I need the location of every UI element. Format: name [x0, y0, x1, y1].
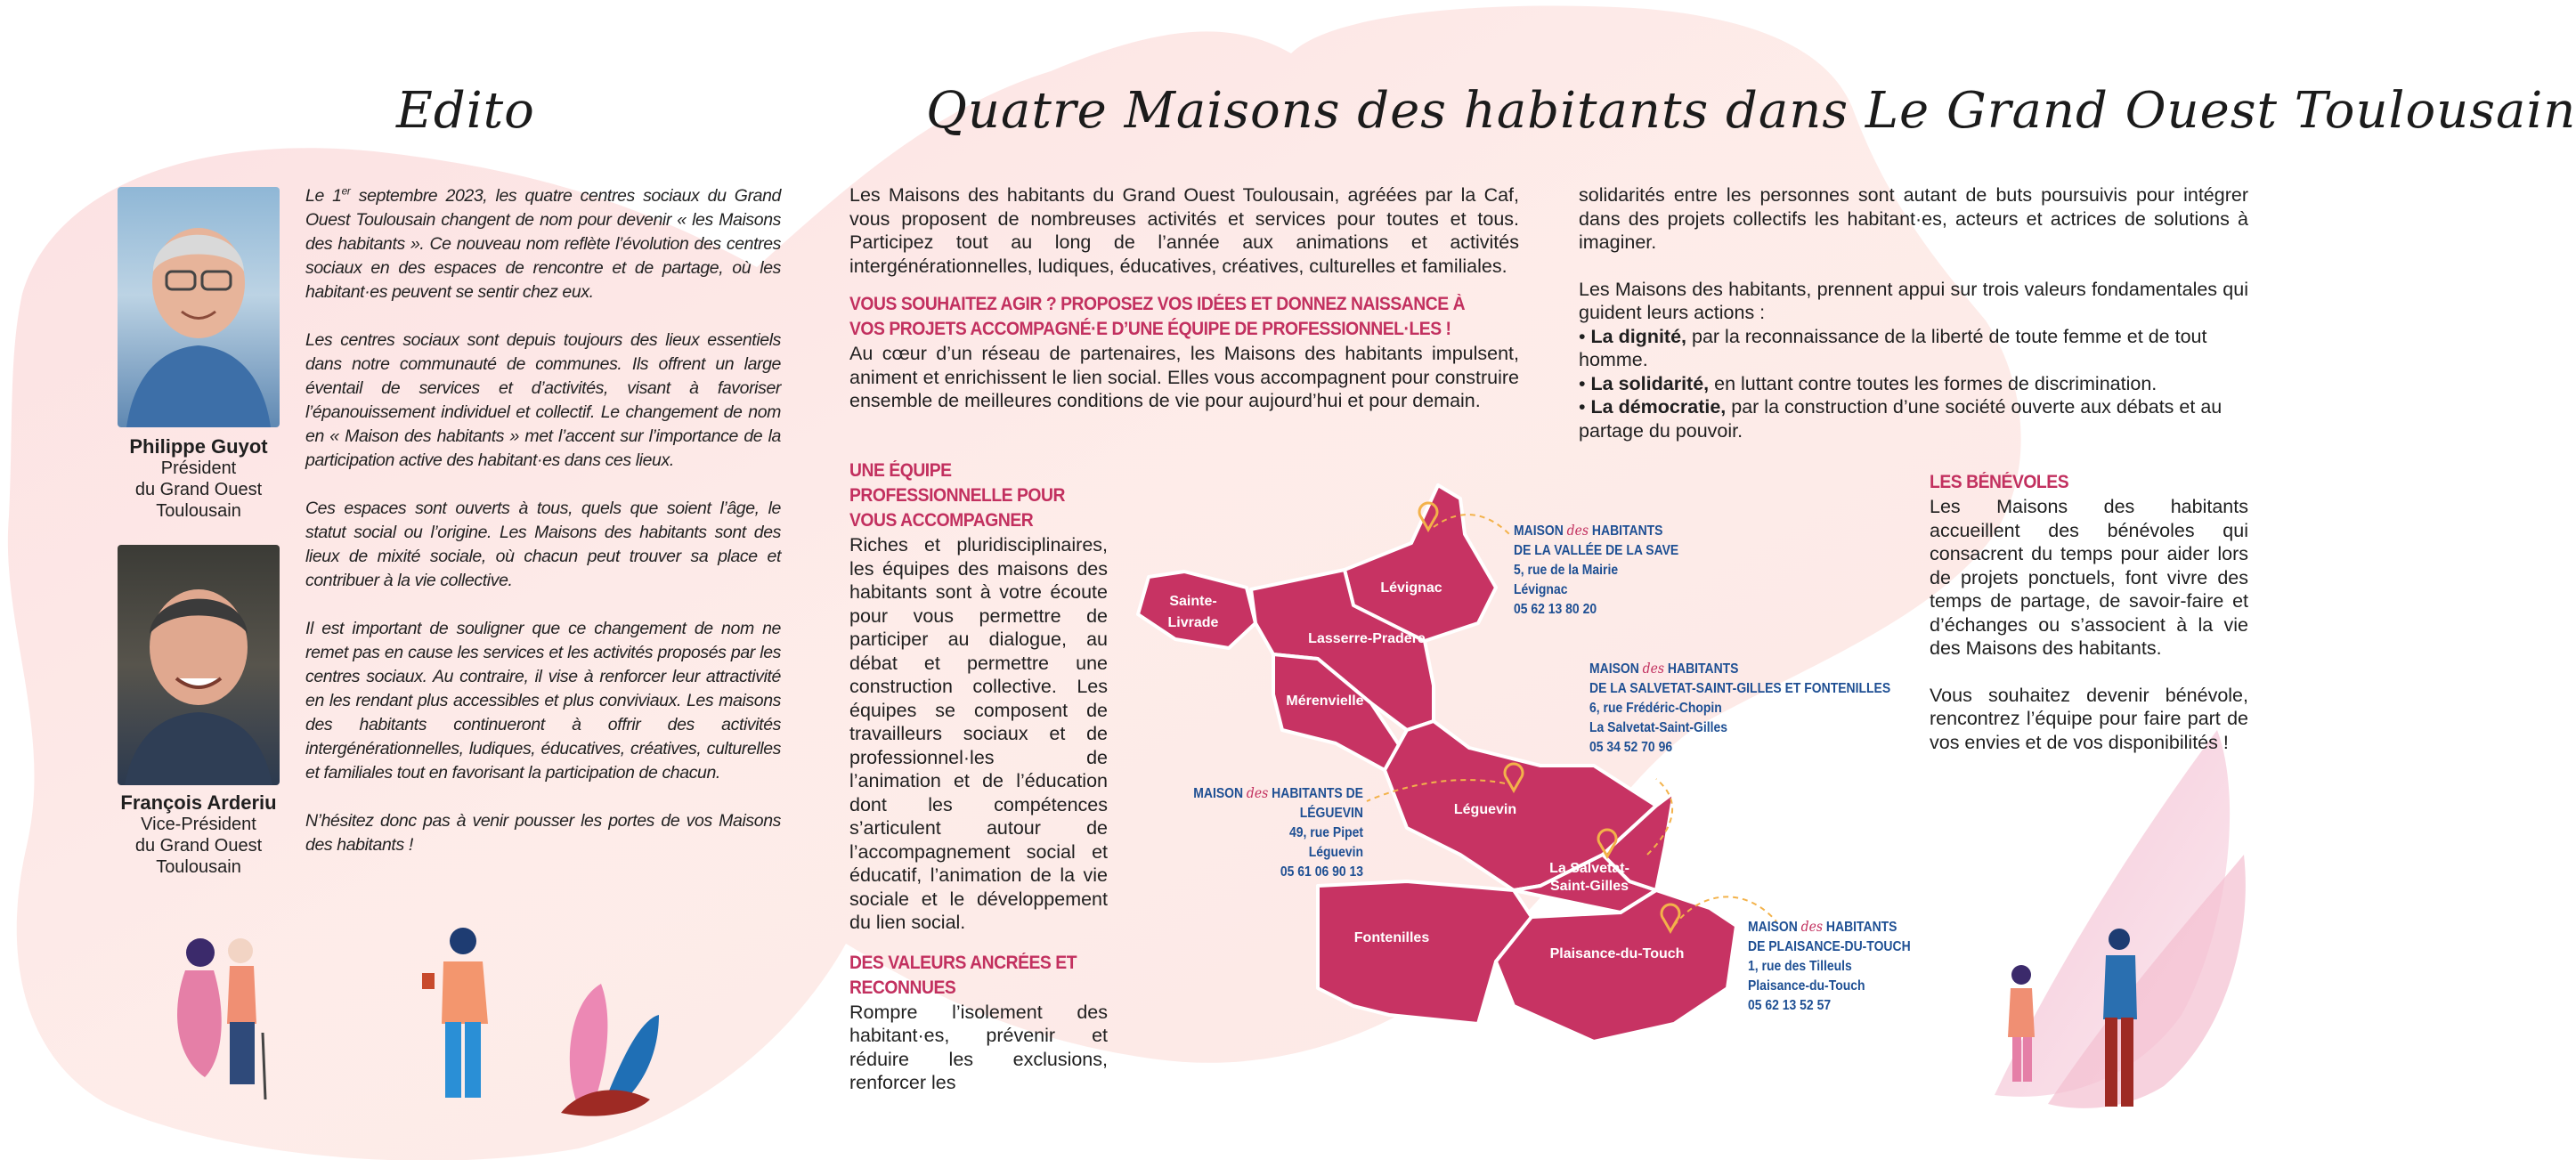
region-sainte-livrade	[1138, 572, 1255, 648]
maison-word: MAISON	[1748, 920, 1798, 935]
value-desc: par la construction d’une société ouverte aux débats et au partage du pouvoir.	[1579, 396, 2223, 442]
valeurs-text: Rompre l’isolement des habitant·es, prévenir et réduire les exclusions, renforcer les	[849, 1001, 1108, 1093]
values-column	[1579, 183, 2248, 442]
maison-subtitle: DE PLAISANCE-DU-TOUCH	[1748, 939, 1911, 954]
volunteers-illustration	[1995, 921, 2146, 1113]
maison-vallee-save	[1514, 521, 1678, 620]
town-label: La Salvetat-	[1549, 861, 1629, 876]
bullet: •	[1579, 325, 1586, 347]
person-role: Vice-Président	[141, 815, 256, 834]
town-label: Fontenilles	[1353, 930, 1430, 945]
person-caption	[98, 436, 299, 522]
maison-phone: 05 61 06 90 13	[1280, 864, 1363, 880]
maison-phone: 05 34 52 70 96	[1589, 740, 1673, 755]
maison-word: MAISON	[1193, 786, 1244, 801]
solidarites-text: solidarités entre les personnes sont autant de buts poursuivis pour intégrer dans des projets collectifs les habitant·es, acteurs et actrices de solutions à imaginer.	[1579, 184, 2248, 253]
man-with-coffee-illustration	[410, 921, 508, 1108]
person-name: Philippe Guyot	[129, 435, 268, 458]
person-role: du Grand Ouest	[134, 836, 263, 856]
town-label: Sainte-	[1169, 594, 1217, 609]
person-role: du Grand Ouest	[134, 480, 263, 499]
elderly-couple-illustration	[160, 926, 285, 1104]
maison-city: Léguevin	[1308, 845, 1363, 860]
equipe-text: Riches et pluridisciplinaires, les équipes des maisons des habitants sont à votre écoute pour vous permettre de participer au dialogue, au débat et permettre une construction collective. Les équipes se composent de travailleurs sociaux et de professionnel·les de l’animation et de l’éducation dont les compétences s’articulent autour de l’accompagnement social et éducatif, l’animation de la vie sociale et le développement du lien social.	[849, 534, 1108, 933]
town-label: Plaisance-du-Touch	[1549, 946, 1685, 961]
plant-illustration	[552, 966, 663, 1117]
edito-paragraph	[305, 184, 781, 304]
value-term: La dignité,	[1590, 325, 1687, 347]
benevoles-cta: Vous souhaitez devenir bénévole, rencontrez l’équipe pour faire part de vos envies et de vos disponibilités !	[1930, 684, 2248, 753]
valeurs-intro: Les Maisons des habitants, prennent appui sur trois valeurs fondamentales qui guident leurs actions :	[1579, 278, 2248, 323]
town-label: Léguevin	[1453, 802, 1517, 817]
town-label: Saint-Gilles	[1549, 879, 1629, 894]
benevoles-text: Les Maisons des habitants accueillent des bénévoles qui consacrent du temps pour aider lors de projets ponctuels, font vivre des temps de partage, de savoir-faire et d’échanges ou s’associent à la vie des Maisons des habitants.	[1930, 496, 2248, 659]
edito-paragraph: Les centres sociaux sont depuis toujours des lieux essentiels dans notre communauté de communes. Ils offrent un large éventail de services et d’activités, visant à favoriser l’épanouissement individuel et collectif. Le changement de nom en « Maison des habitants » met l’accent sur l’importance de la participation active des habitant·es dans ces lieux.	[305, 330, 781, 470]
town-label: Livrade	[1167, 615, 1219, 630]
agir-text: Au cœur d’un réseau de partenaires, les Maisons des habitants impulsent, animent et enrichissent le lien social. Elles vous accompagnent pour construire ensemble de meilleures conditions de vie pour aujourd’hui et pour demain.	[849, 343, 1519, 411]
value-desc: par la reconnaissance de la liberté de toute femme et de tout homme.	[1579, 325, 2207, 370]
maison-phone: 05 62 13 52 57	[1748, 998, 1832, 1013]
maison-subtitle: DE LA VALLÉE DE LA SAVE	[1514, 543, 1679, 558]
maison-word: HABITANTS	[1591, 523, 1663, 539]
town-label: Lasserre-Pradère	[1308, 631, 1426, 646]
section-heading-equipe: UNE ÉQUIPE PROFESSIONNELLE POUR VOUS ACCOMPAGNER	[849, 460, 1065, 531]
person-name: François Arderiu	[120, 791, 277, 814]
person-caption	[98, 792, 299, 878]
town-label: Lévignac	[1380, 580, 1442, 596]
des-word: des	[1566, 523, 1589, 539]
page-title: Quatre Maisons des habitants dans Le Grand Ouest Toulousain	[926, 82, 2576, 140]
maison-word: HABITANTS	[1667, 661, 1739, 677]
edito-paragraph: Il est important de souligner que ce changement de nom ne remet pas en cause les services et les activités proposés par les centres sociaux. Au contraire, il vise à renforcer leur attractivité en les rendant plus accessibles et plus conviviaux. Les maisons des habitants continueront à offrir des activités intergénérationnelles, ludiques, éducatives, créatives, culturelles et familiales tout en favorisant la participation de chacun.	[305, 619, 781, 783]
des-word: des	[1800, 919, 1824, 935]
value-item	[1579, 395, 2248, 442]
person-role: Président	[160, 458, 237, 478]
maison-city: Plaisance-du-Touch	[1748, 978, 1865, 994]
maison-word: HABITANTS DE LÉGUEVIN	[1272, 786, 1363, 821]
edito-paragraph: N’hésitez donc pas à venir pousser les portes de vos Maisons des habitants !	[305, 811, 781, 855]
portrait-francois-arderiu	[118, 545, 280, 785]
maison-word: HABITANTS	[1825, 920, 1897, 935]
equipe-column	[849, 458, 1108, 1095]
maison-city: La Salvetat-Saint-Gilles	[1589, 720, 1728, 735]
maison-subtitle: DE LA SALVETAT-SAINT-GILLES ET FONTENILLES	[1589, 681, 1891, 696]
person-role: Toulousain	[156, 857, 241, 877]
region-plaisance-du-touch	[1496, 890, 1736, 1042]
maison-street: 49, rue Pipet	[1289, 825, 1363, 840]
des-word: des	[1246, 785, 1269, 801]
maison-word: MAISON	[1589, 661, 1639, 677]
value-term: La solidarité,	[1590, 372, 1710, 394]
bullet: •	[1579, 372, 1586, 394]
maison-word: MAISON	[1514, 523, 1564, 539]
region-fontenilles	[1318, 881, 1532, 1024]
maison-plaisance	[1748, 917, 1911, 1016]
text-span: septembre 2023, les quatre centres sociaux du Grand Ouest Toulousain changent de nom pour devenir « les Maisons des habitants ». Ce nouveau nom reflète l’évolution des centres sociaux en des espaces de rencontre et de partage, où les habitant·es peuvent se sentir chez eux.	[305, 186, 781, 302]
person-role: Toulousain	[156, 501, 241, 521]
maison-street: 1, rue des Tilleuls	[1748, 959, 1852, 974]
town-label: Mérenvielle	[1286, 694, 1364, 709]
section-heading-agir: VOUS SOUHAITEZ AGIR ? PROPOSEZ VOS IDÉES ET DONNEZ NAISSANCE À VOS PROJETS ACCOMPAGNÉ·E D’UNE ÉQUIPE DE PROFESSIONNEL·LES !	[849, 294, 1466, 339]
edito-body	[305, 184, 781, 881]
section-heading-benevoles: LES BÉNÉVOLES	[1930, 472, 2069, 492]
maison-la-salvetat	[1589, 659, 1890, 758]
value-desc: en luttant contre toutes les formes de discrimination.	[1709, 372, 2158, 394]
maison-phone: 05 62 13 80 20	[1514, 602, 1597, 617]
bullet: •	[1579, 396, 1586, 418]
value-term: La démocratie,	[1590, 396, 1727, 418]
maison-street: 5, rue de la Mairie	[1514, 563, 1619, 578]
edito-title: Edito	[396, 82, 535, 140]
maison-street: 6, rue Frédéric-Chopin	[1589, 701, 1722, 716]
intro-column	[849, 183, 1519, 413]
text-span: Le 1	[305, 186, 342, 206]
des-word: des	[1642, 661, 1665, 677]
edito-paragraph: Ces espaces sont ouverts à tous, quels que soient l’âge, le statut social ou l’origine. Les Maisons des habitants sont des lieux de mixité sociale, où chacun peut trouver sa place et contribuer à la vie collective.	[305, 499, 781, 590]
value-item	[1579, 325, 2248, 372]
benevoles-column	[1930, 470, 2248, 754]
value-item	[1579, 372, 2248, 396]
superscript: er	[341, 184, 351, 198]
section-heading-valeurs: DES VALEURS ANCRÉES ET RECONNUES	[849, 952, 1077, 998]
intro-text: Les Maisons des habitants du Grand Ouest Toulousain, agréées par la Caf, vous proposent de nombreuses activités et services pour toutes et tous. Participez tout au long de l’année aux animations et activités intergénérationnelles, ludiques, éducatives, créatives, culturelles et familiales.	[849, 184, 1519, 277]
maison-leguevin	[1166, 783, 1363, 882]
maison-city: Lévignac	[1514, 582, 1568, 597]
portrait-philippe-guyot	[118, 187, 280, 427]
